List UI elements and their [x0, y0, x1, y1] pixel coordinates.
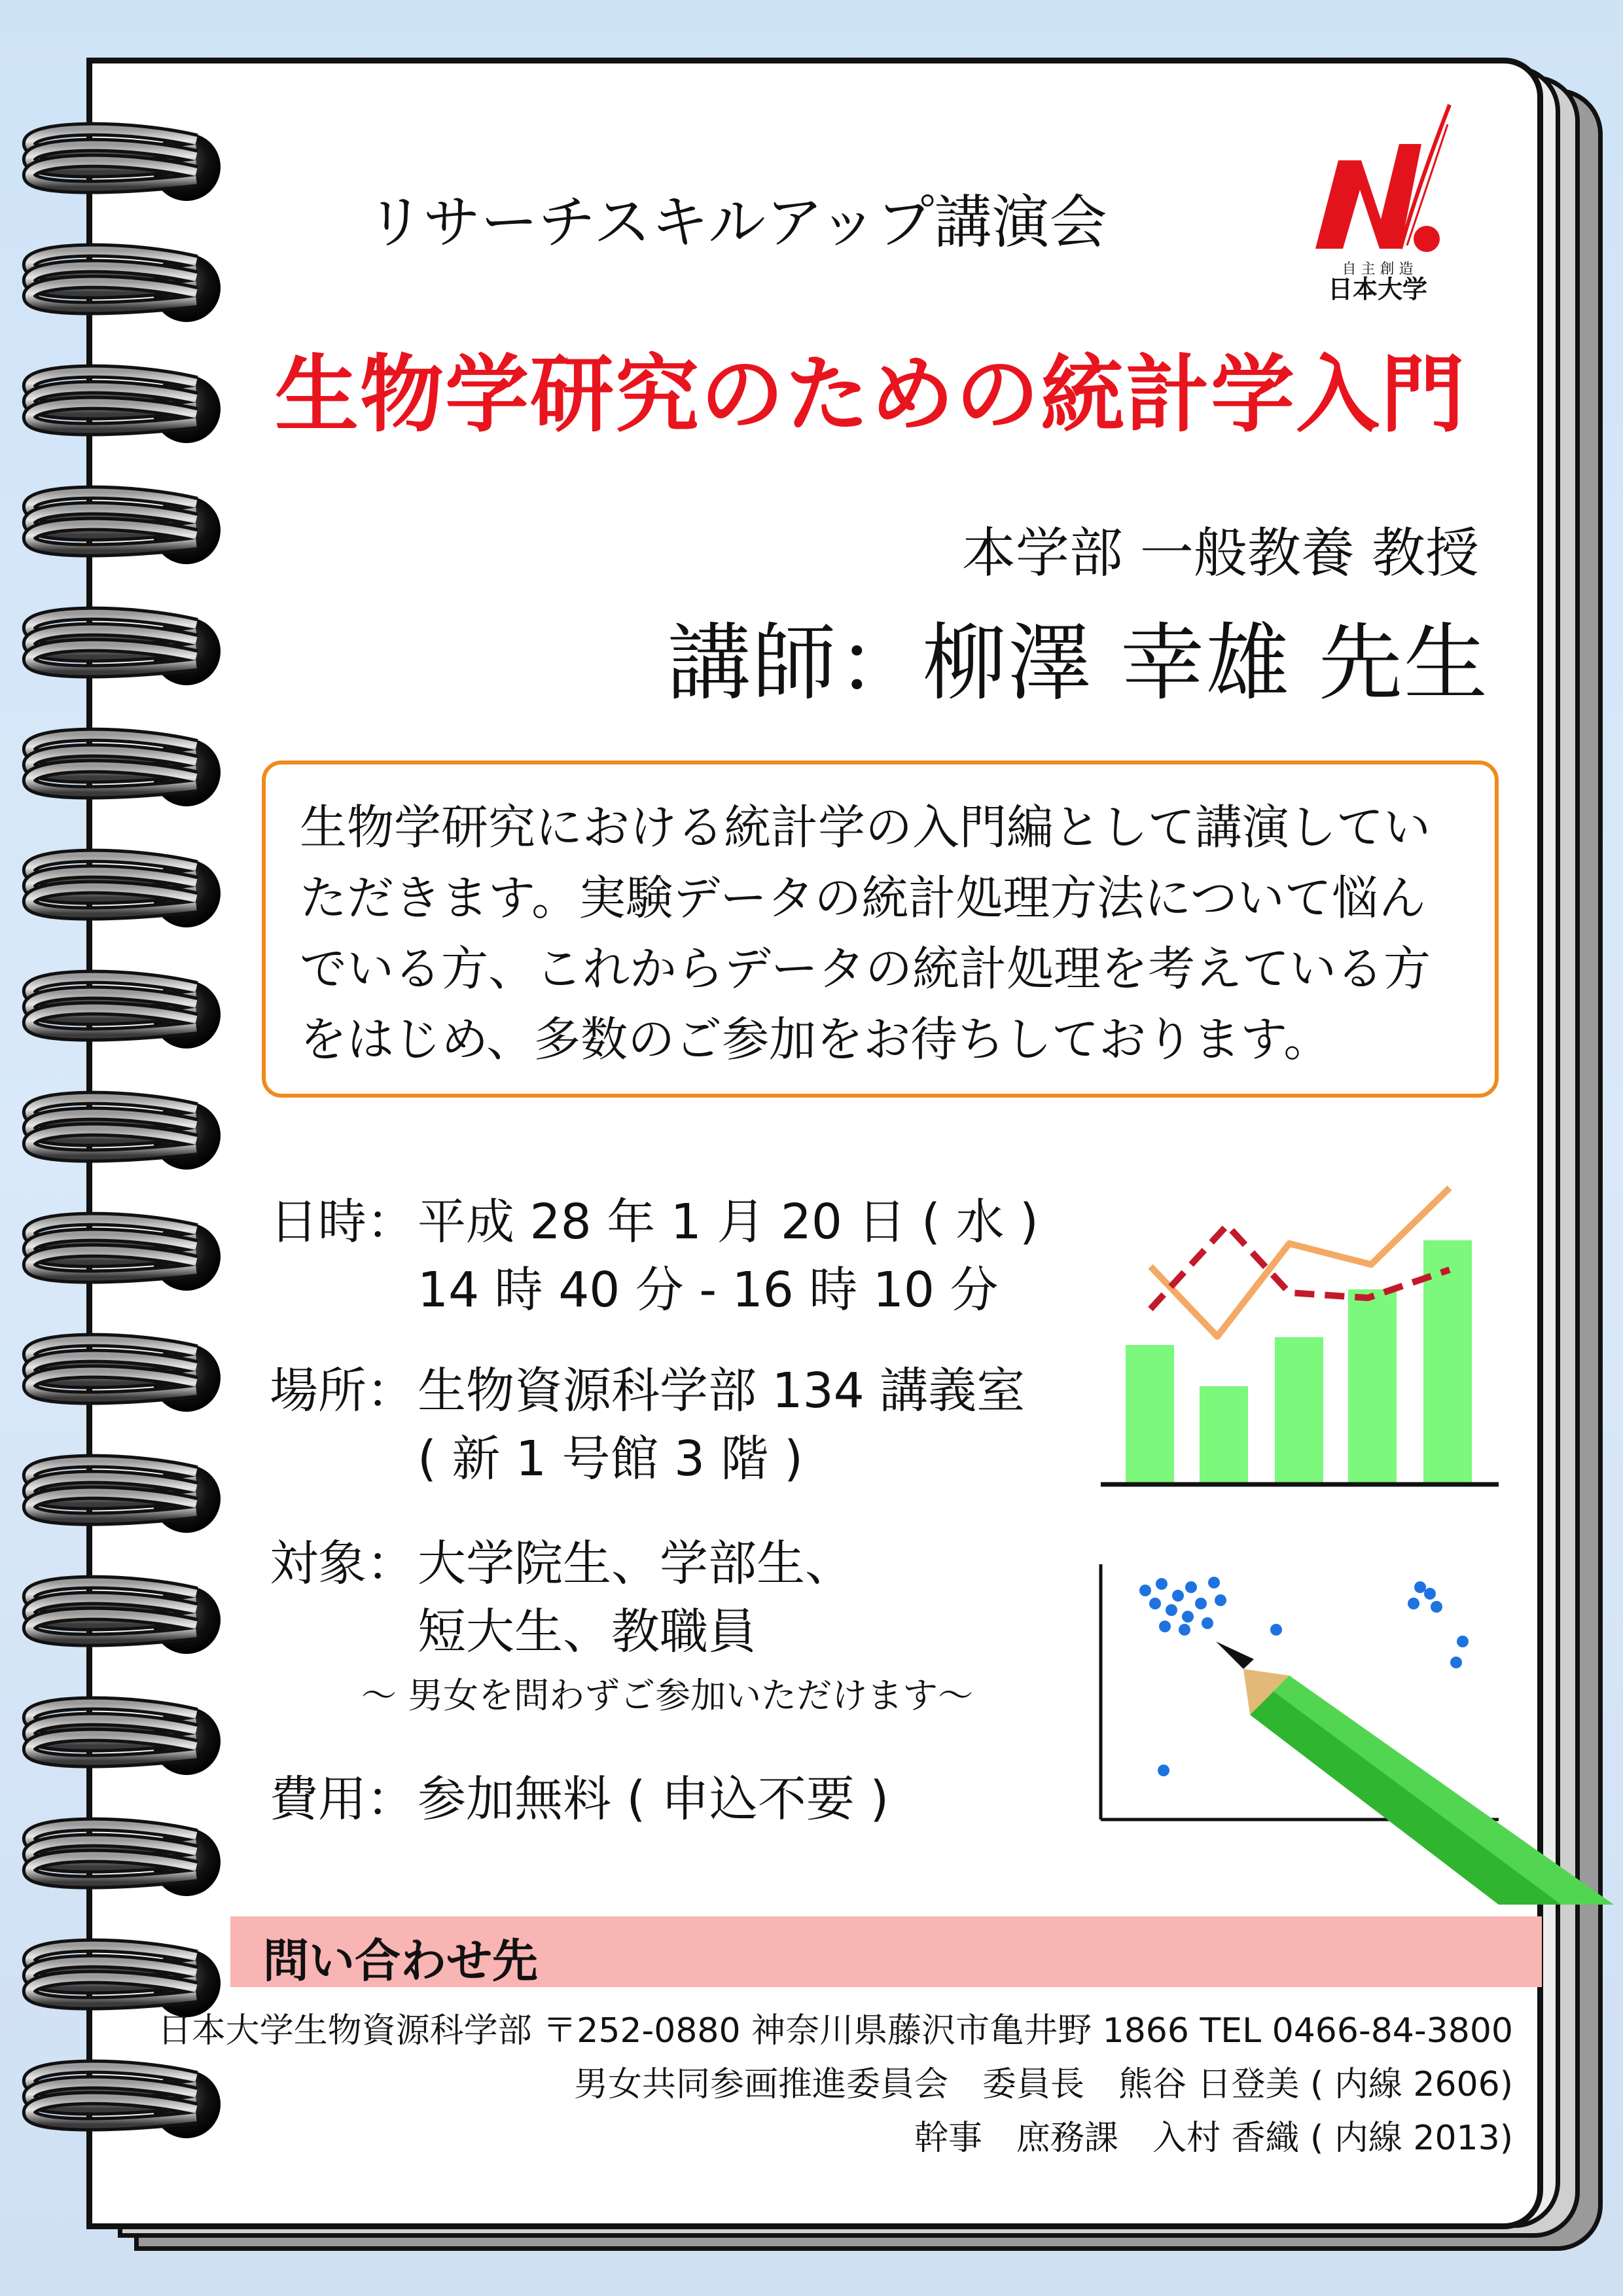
datetime-label: 日時：	[270, 1194, 415, 1250]
nihon-university-logo	[1302, 98, 1453, 308]
lecturer-affiliation: 本学部 一般教養 教授	[961, 522, 1479, 584]
fee-label: 費用：	[270, 1771, 415, 1827]
lecturer-name: 講師：柳澤 幸雄 先生	[667, 615, 1489, 712]
page-title: 生物学研究のための統計学入門	[275, 346, 1467, 444]
scatter-dot	[1195, 1598, 1207, 1609]
svg-text:自 主 創 造: 自 主 創 造	[1342, 261, 1414, 278]
spiral-ring	[29, 1704, 221, 1775]
target-note: ～ 男女を問わずご参加いただけます～	[361, 1675, 974, 1716]
contact-committee: 男女共同参画推進委員会 委員長 熊谷 日登美 ( 内線 2606)	[573, 2065, 1513, 2104]
chart-bar	[1200, 1386, 1248, 1482]
spiral-ring	[29, 251, 221, 322]
spiral-ring	[29, 1825, 221, 1896]
spiral-ring	[29, 856, 221, 927]
place-label: 場所：	[270, 1363, 415, 1419]
spiral-ring	[29, 372, 221, 443]
spiral-ring	[29, 2067, 221, 2138]
description-line: をはじめ、多数のご参加をお待ちしております。	[300, 1012, 1331, 1067]
datetime-time: 14 時 40 分 - 16 時 10 分	[418, 1262, 999, 1318]
scatter-dot	[1159, 1621, 1171, 1632]
description-line: でいる方、これからデータの統計処理を考えている方	[300, 941, 1431, 996]
scatter-dot	[1172, 1590, 1184, 1602]
chart-bar	[1275, 1337, 1323, 1482]
scatter-dot	[1408, 1598, 1419, 1609]
target-label: 対象：	[270, 1535, 415, 1592]
scatter-dot	[1457, 1636, 1469, 1647]
target-line-2: 短大生、教職員	[418, 1604, 757, 1660]
datetime-date: 平成 28 年 1 月 20 日 ( 水 )	[418, 1194, 1039, 1250]
spiral-ring	[29, 1462, 221, 1533]
scatter-dot	[1208, 1577, 1220, 1588]
scatter-dot	[1156, 1578, 1168, 1590]
target-line-1: 大学院生、学部生、	[418, 1535, 853, 1592]
spiral-ring	[29, 735, 221, 806]
description-line: 生物学研究における統計学の入門編として講演してい	[300, 800, 1431, 855]
spiral-binding	[0, 0, 262, 2296]
scatter-dot	[1139, 1585, 1151, 1596]
scatter-dot	[1158, 1765, 1169, 1776]
chart-illustration	[1093, 1178, 1505, 1492]
description-line: ただきます。実験データの統計処理方法について悩ん	[300, 870, 1426, 925]
pencil-body-highlight	[1270, 1676, 1623, 1905]
chart-bar	[1126, 1345, 1174, 1482]
scatter-dot	[1270, 1624, 1282, 1636]
pencil-tip	[1216, 1641, 1254, 1669]
event-type: リサーチスキルアップ講演会	[366, 188, 1107, 256]
contact-address: 日本大学生物資源科学部 〒252-0880 神奈川県藤沢市亀井野 1866 TEL 0466-84-3800	[157, 2011, 1513, 2051]
scatter-illustration	[1093, 1564, 1623, 1905]
scatter-dot	[1450, 1657, 1462, 1668]
scatter-dot	[1166, 1604, 1177, 1616]
spiral-ring	[29, 1098, 221, 1170]
scatter-dot	[1431, 1601, 1442, 1613]
chart-line-dashed	[1150, 1225, 1450, 1309]
scatter-dot	[1414, 1581, 1426, 1593]
contact-heading: 問い合わせ先	[263, 1934, 538, 1988]
fee-value: 参加無料 ( 申込不要 )	[418, 1771, 889, 1827]
place-building: ( 新 1 号館 3 階 )	[418, 1431, 804, 1487]
scatter-dot	[1215, 1594, 1226, 1606]
spiral-ring	[29, 1219, 221, 1291]
description-box	[262, 761, 1499, 1098]
spiral-ring	[29, 1340, 221, 1412]
scatter-dot	[1182, 1611, 1194, 1623]
scatter-dot	[1424, 1588, 1436, 1600]
scatter-dot	[1202, 1617, 1213, 1629]
spiral-ring	[29, 493, 221, 564]
spiral-ring	[29, 614, 221, 685]
spiral-ring	[29, 977, 221, 1049]
spiral-ring	[29, 1583, 221, 1654]
svg-text:日本大学: 日本大学	[1327, 275, 1428, 304]
place-room: 生物資源科学部 134 講義室	[418, 1363, 1026, 1419]
spiral-ring	[29, 130, 221, 201]
scatter-dot	[1179, 1624, 1190, 1636]
chart-bar	[1348, 1289, 1397, 1482]
scatter-dot	[1149, 1598, 1161, 1609]
scatter-dot	[1185, 1581, 1197, 1593]
contact-secretary: 幹事 庶務課 入村 香織 ( 内線 2013)	[914, 2119, 1513, 2158]
